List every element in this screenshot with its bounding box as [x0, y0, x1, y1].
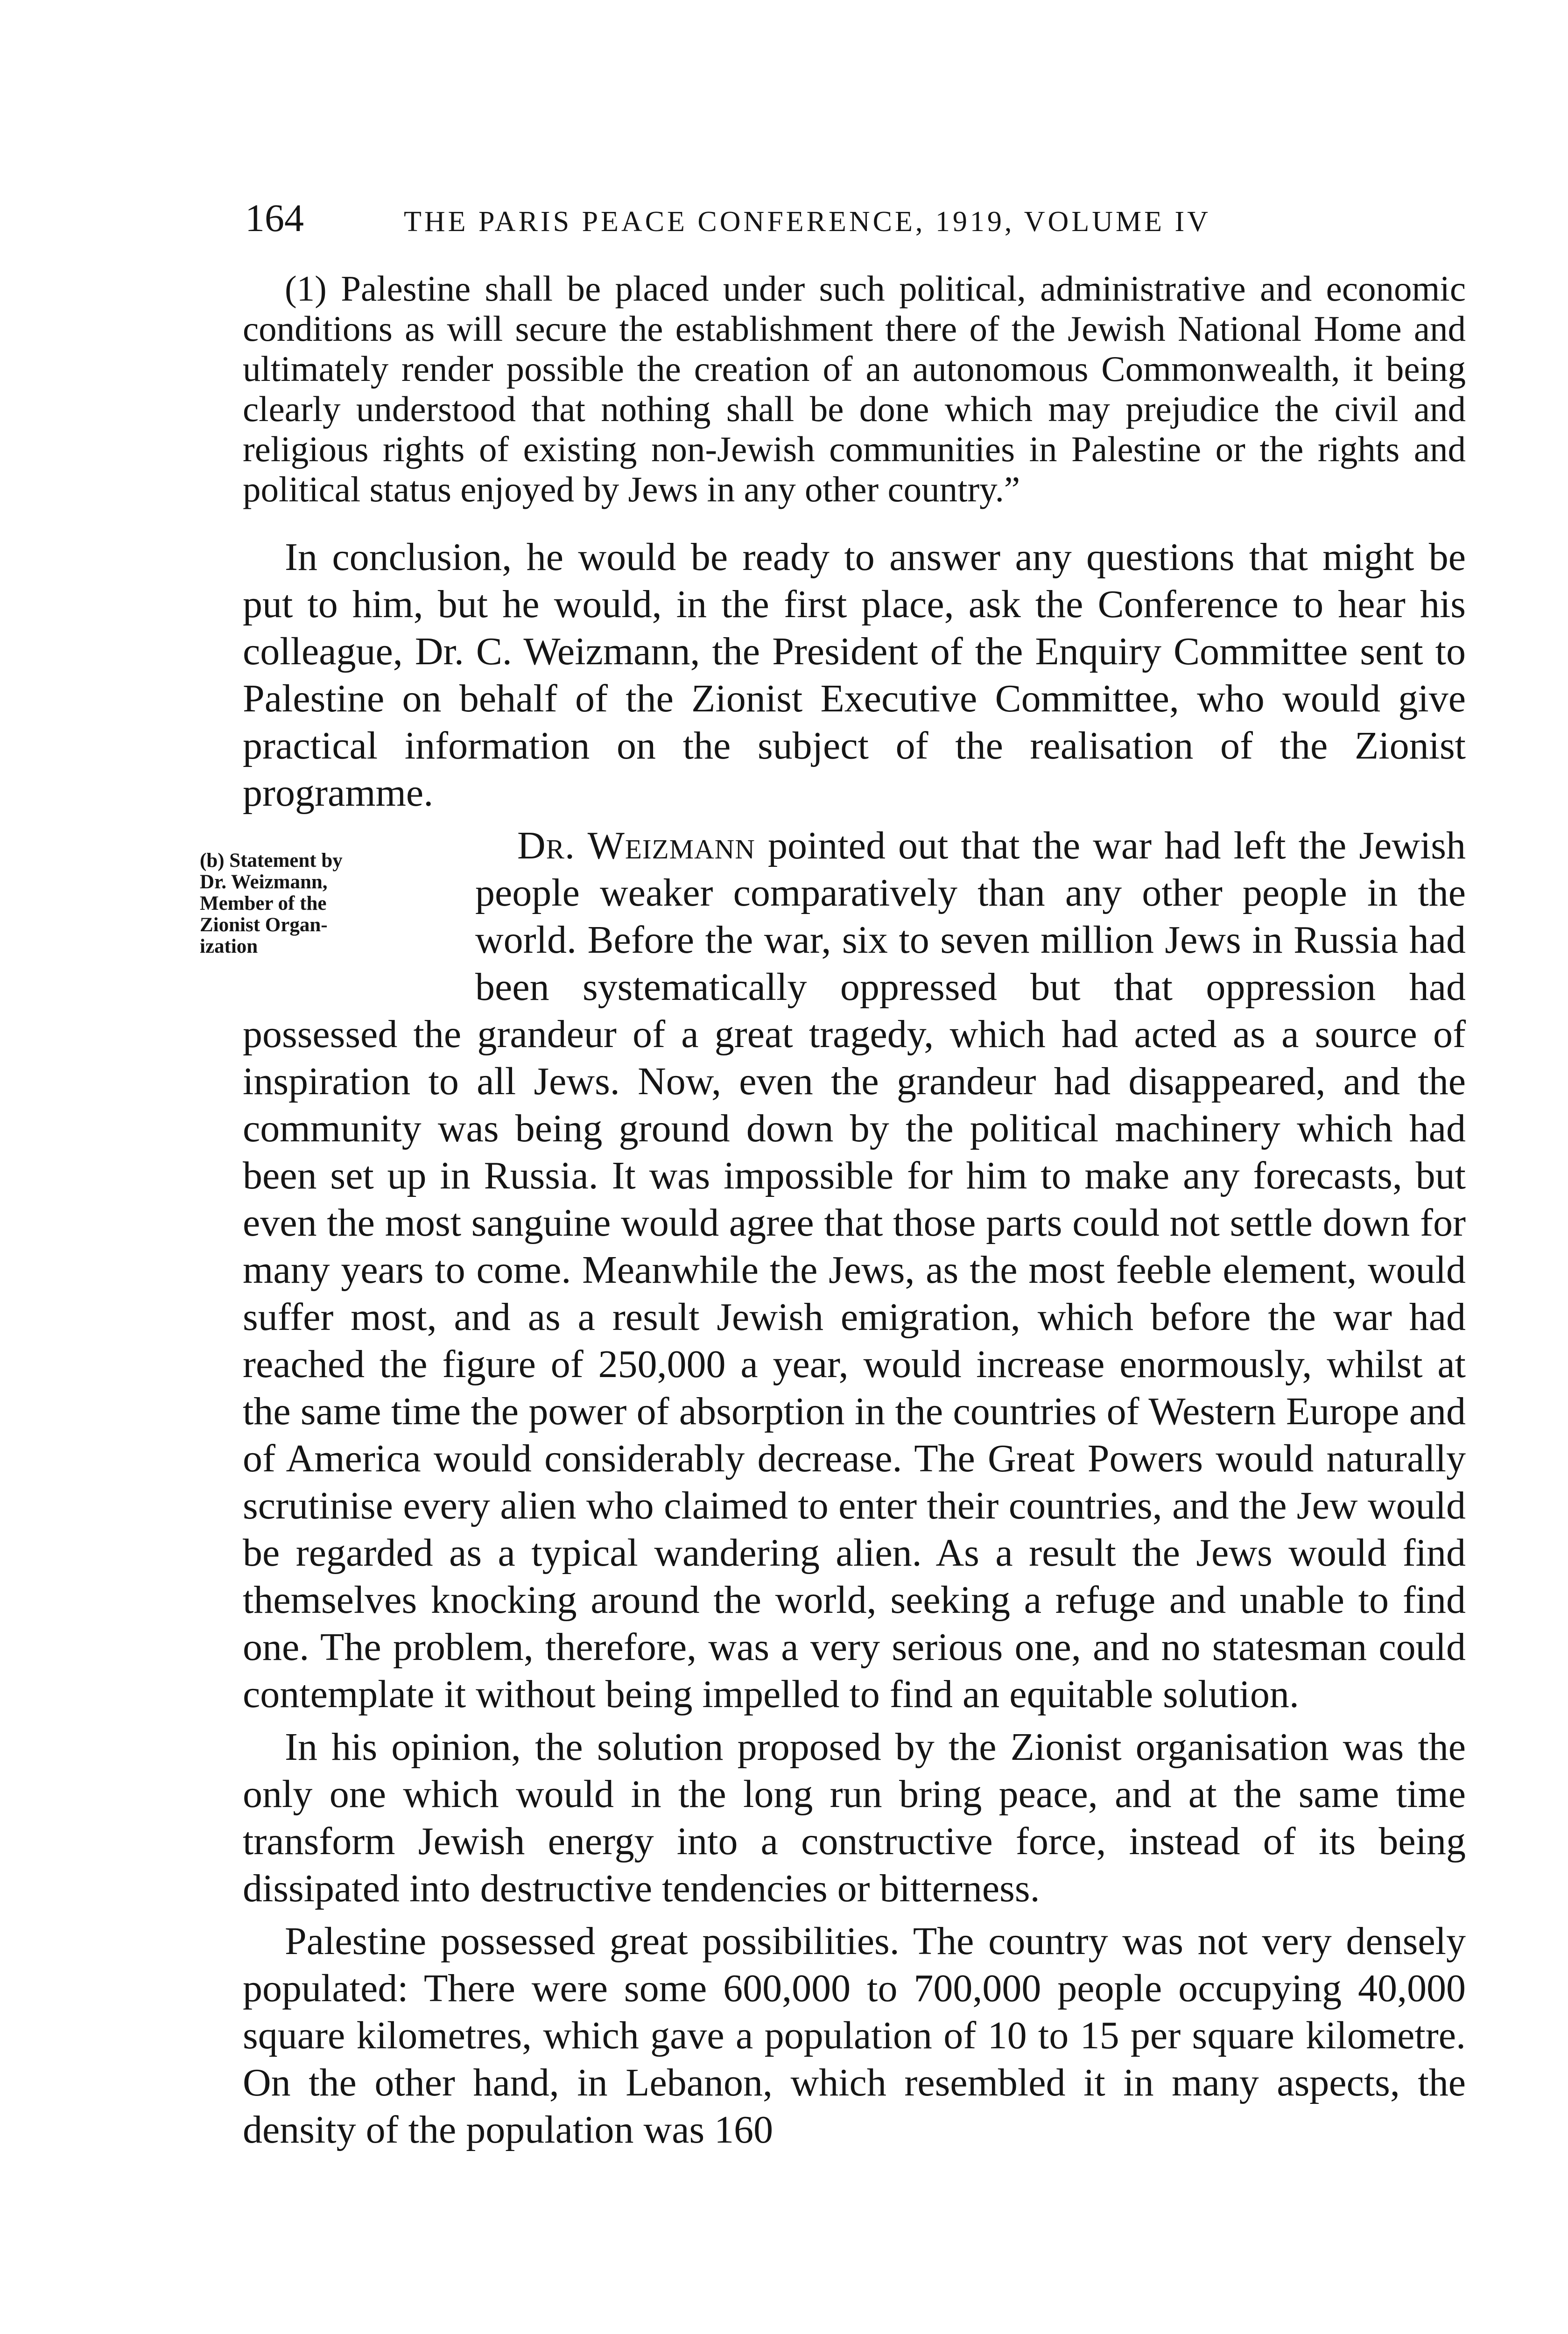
weizmann-speaker-name: Dr. Weizmann: [517, 824, 755, 867]
margin-note-line: (b) Statement by: [200, 850, 343, 872]
page-number: 164: [245, 197, 304, 240]
weizmann-statement-text: pointed out that the war had left the Jewish people weaker comparatively than any other people in the world. Before the war, six to seven million Jews in Russia had been systematically oppressed but that oppression had possessed the grandeur of a great tragedy, which had acted as a source of inspiration to all Jews. Now, even the grandeur had disappeared, and the community was being ground down by the political machinery which had been set up in Russia. It was impossible for him to make any forecasts, but even the most sanguine would agree that those parts could not settle down for many years to come. Meanwhile the Jews, as the most feeble element, would suffer most, and as a result Jewish emigration, which before the war had reached the figure of 250,000 a year, would increase enormously, whilst at the same time the power of absorption in the countries of Western Europe and of America would considerably decrease. The Great Powers would naturally scrutinise every alien who claimed to enter their countries, and the Jew would be regarded as a typical wandering alien. As a result the Jews would find themselves knocking around the world, seeking a refuge and unable to find one. The problem, therefore, was a very serious one, and no statesman could contemplate it without being impelled to find an equitable solution.: [243, 824, 1466, 1716]
margin-note-line: Zionist Organ-: [200, 914, 328, 936]
weizmann-paragraph: [200, 822, 1466, 1718]
palestine-paragraph: Palestine possessed great possibilities. The country was not very densely populated: There were some 600,000 to 700,000 people occupying 40,000 square kilometres, which gave a population of 10 to 15 per square kilometre. On the other hand, in Lebanon, which resembled it in many aspects, the density of the population was 160: [243, 1919, 1466, 2151]
margin-note-line: Dr. Weizmann,: [200, 871, 328, 893]
running-title: THE PARIS PEACE CONFERENCE, 1919, VOLUME IV: [404, 206, 1211, 238]
margin-note-line: ization: [200, 935, 258, 957]
margin-note-line: Member of the: [200, 893, 327, 914]
conclusion-paragraph: In conclusion, he would be ready to answer any questions that might be put to him, but he would, in the first place, ask the Conference to hear his colleague, Dr. C. Weizmann, the President of the Enquiry Committee sent to Palestine on behalf of the Zionist Executive Committee, who would give practical information on the subject of the realisation of the Zionist programme.: [243, 535, 1466, 815]
main-text-column: [200, 268, 1466, 2334]
margin-note-weizmann-statement: [200, 850, 443, 957]
opinion-paragraph: In his opinion, the solution proposed by the Zionist organisation was the only one which would in the long run bring peace, and at the same time transform Jewish energy into a constructive force, instead of its being dissipated into destructive tendencies or bitterness.: [243, 1725, 1466, 1910]
page-header: [245, 195, 1482, 246]
resolution-quote: (1) Palestine shall be placed under such political, administrative and economic conditions as will secure the establishment there of the Jewish National Home and ultimately render possible the creation of an autonomous Commonwealth, it being clearly understood that nothing shall be done which may prejudice the civil and religious rights of existing non-Jewish communities in Palestine or the rights and political status enjoyed by Jews in any other country.”: [243, 268, 1466, 509]
